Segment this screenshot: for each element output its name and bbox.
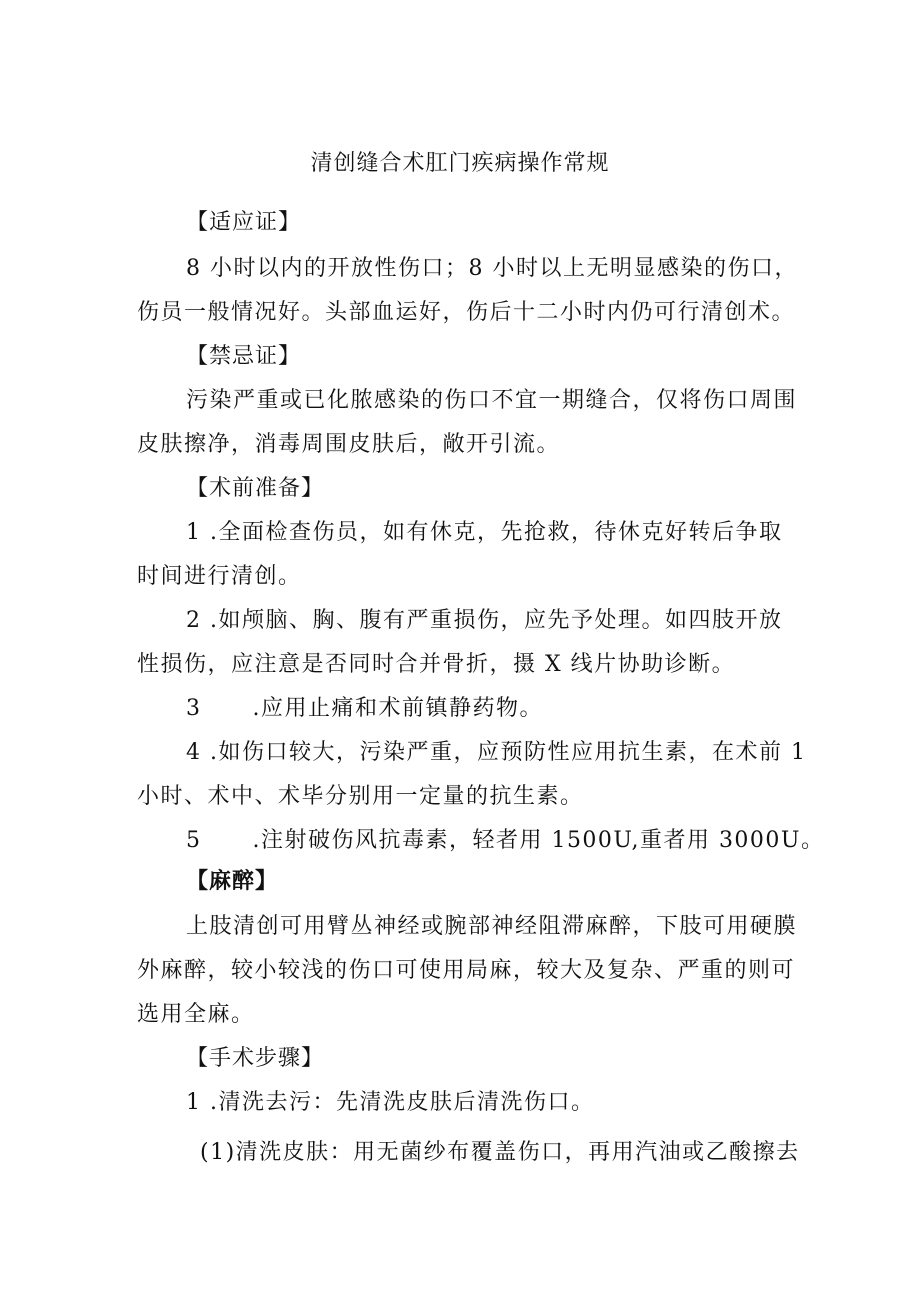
paragraph-line: 选用全麻。 <box>137 1002 255 1027</box>
section-heading-contraindications: 【禁忌证】 <box>186 344 302 369</box>
list-item: 1 .全面检查伤员，如有休克，先抢救，待休克好转后争取 <box>186 520 783 545</box>
section-heading-anesthesia: 【麻醉】 <box>186 868 279 894</box>
section-heading-indications: 【适应证】 <box>186 210 302 235</box>
list-item: 3 .应用止痛和术前镇静药物。 <box>186 696 543 721</box>
list-item: 2 .如颅脑、胸、腹有严重损伤，应先予处理。如四肢开放 <box>186 608 783 633</box>
section-heading-preop: 【术前准备】 <box>186 476 325 501</box>
paragraph-line: 8 小时以内的开放性伤口；8 小时以上无明显感染的伤口， <box>186 256 798 281</box>
list-item: (1)清洗皮肤：用无菌纱布覆盖伤口，再用汽油或乙酸擦去 <box>200 1140 800 1165</box>
paragraph-line: 性损伤，应注意是否同时合并骨折，摄 X 线片协助诊断。 <box>137 652 736 677</box>
list-item: 1 .清洗去污：先清洗皮肤后清洗伤口。 <box>186 1090 595 1115</box>
paragraph-line: 皮肤擦净，消毒周围皮肤后，敞开引流。 <box>137 432 561 457</box>
paragraph-line: 污染严重或已化脓感染的伤口不宜一期缝合，仅将伤口周围 <box>186 388 798 413</box>
paragraph-line: 上肢清创可用臂丛神经或腕部神经阻滞麻醉，下肢可用硬膜 <box>186 914 798 939</box>
paragraph-line: 小时、术中、术毕分别用一定量的抗生素。 <box>137 784 584 809</box>
paragraph-line: 伤员一般情况好。头部血运好，伤后十二小时内仍可行清创术。 <box>137 300 796 325</box>
page-title: 清创缝合术肛门疾病操作常规 <box>310 151 610 176</box>
paragraph-line: 时间进行清创。 <box>137 564 302 589</box>
list-item: 5 .注射破伤风抗毒素，轻者用 1500U,重者用 3000U。 <box>186 828 825 853</box>
list-item: 4 .如伤口较大，污染严重，应预防性应用抗生素，在术前 1 <box>186 740 807 765</box>
paragraph-line: 外麻醉，较小较浅的伤口可使用局麻，较大及复杂、严重的则可 <box>137 958 796 983</box>
section-heading-steps: 【手术步骤】 <box>186 1046 325 1071</box>
